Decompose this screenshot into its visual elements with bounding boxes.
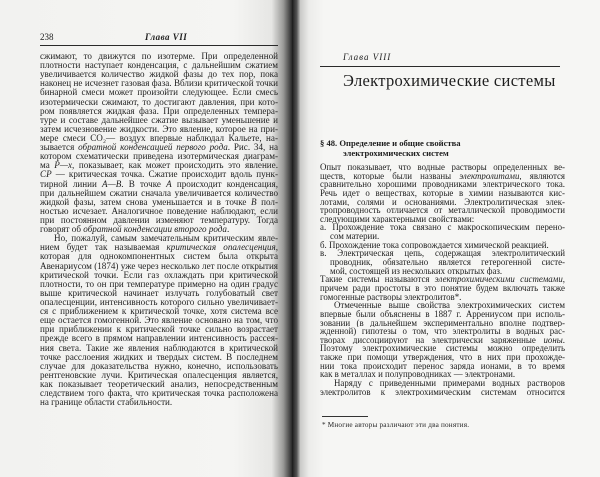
text-segment: сжимают, то движутся по изотерме. При определенной <box>40 52 278 61</box>
text-line <box>320 267 565 276</box>
text-line <box>320 249 565 258</box>
text-segment: причем ради простоты в это понятие будем включать также <box>320 283 565 293</box>
text-segment: Но, пожалуй, самым замечательным критическим явле- <box>54 234 278 244</box>
text-line <box>40 389 278 398</box>
text-segment: Речь идет о веществах, которые в химии называются кис- <box>320 188 565 198</box>
italic-term: P—x <box>54 161 72 171</box>
text-segment: жденной) гипотезы о том, что электролиты в водных рас- <box>320 327 565 336</box>
text-line <box>40 70 278 79</box>
text-segment: . Рис. 34, на <box>227 143 278 153</box>
text-segment: — критическая точка. Сжатие происходит вдоль пунк- <box>51 170 278 180</box>
italic-term: ионы <box>543 335 563 345</box>
text-line <box>40 134 278 143</box>
text-segment: затем исчезновение жидкости. Это явление, которое на при- <box>40 124 278 134</box>
text-line <box>320 215 565 224</box>
text-segment: еще остается гомогенной. Это явление основано на том, что <box>40 316 278 326</box>
text-line <box>40 316 278 325</box>
header-rule <box>40 45 278 46</box>
text-line <box>40 371 278 380</box>
section-heading-line: электрохимических систем <box>343 147 449 158</box>
text-line <box>40 243 278 252</box>
text-line <box>320 319 565 328</box>
text-segment: ся с приближением к критической точке, хотя система все <box>40 307 278 317</box>
text-segment: ром появляется жидкая фаза. При определенных темпера- <box>40 106 278 116</box>
text-segment: . <box>226 225 230 235</box>
footnote-rule <box>322 416 368 417</box>
text-segment: Отмеченные выше свойства электрохимических систем <box>334 301 565 310</box>
section-heading-line: § 48. Определение и общие свойства <box>320 138 461 148</box>
text-line <box>320 198 565 207</box>
text-line <box>320 172 565 181</box>
text-line <box>40 280 278 289</box>
text-line <box>40 116 278 125</box>
text-line <box>320 310 565 319</box>
italic-term: электролитами <box>459 171 520 181</box>
text-segment: а. Прохождение тока связано с макроскопическим перено- <box>320 223 565 233</box>
text-line <box>40 161 278 170</box>
text-segment: при постоянном давлении изменяют температуру. Тогда <box>40 215 278 225</box>
page-number: 238 <box>40 32 54 42</box>
text-segment: как в металлах и полупроводниках — электронами. <box>320 370 516 380</box>
text-line <box>320 180 565 189</box>
text-line <box>40 271 278 280</box>
text-segment: сом материи. <box>330 232 380 241</box>
text-line <box>40 298 278 307</box>
text-segment: при дальнейшем сжатии сначала увеличивается количество <box>40 188 278 198</box>
text-line <box>40 362 278 371</box>
text-line <box>40 325 278 334</box>
text-line <box>40 289 278 298</box>
text-line <box>40 307 278 316</box>
text-segment: Опыт показывает, что водные растворы определенных ве- <box>320 163 565 172</box>
italic-term: критическая опалесценция <box>166 243 276 253</box>
text-segment: говорят об <box>40 225 84 235</box>
text-segment: Поэтому электрохимические системы можно определить <box>320 344 565 354</box>
text-segment: выше критической начинает излучать голубоватый свет <box>40 288 278 298</box>
text-line <box>320 336 565 345</box>
italic-term: обратной конденсацией первого рода <box>78 143 228 153</box>
text-line <box>40 398 278 407</box>
text-segment: , <box>275 243 278 253</box>
text-segment: ма <box>40 161 55 171</box>
text-line <box>40 189 278 198</box>
text-segment: электролитов к электрохимическим системам относится <box>320 387 565 397</box>
text-segment: лотами, солями и основаниями. Электролитическая элек- <box>320 197 565 207</box>
text-segment: , <box>562 275 565 284</box>
text-line <box>320 344 565 353</box>
text-line <box>320 258 565 267</box>
text-segment: изотермически сжимают, то достигают давления, при кото- <box>40 97 278 107</box>
text-line <box>40 180 278 189</box>
text-line <box>40 262 278 271</box>
text-line <box>40 380 278 389</box>
text-segment: котором схематически приведена изотермическая диаграм- <box>40 152 278 162</box>
text-segment: сравнительно хорошими проводниками электрического тока. <box>320 180 565 189</box>
text-line <box>40 207 278 216</box>
italic-term: A <box>166 179 172 189</box>
text-line <box>40 198 278 207</box>
header-rule <box>320 66 560 67</box>
text-line <box>320 370 565 379</box>
text-line <box>40 107 278 116</box>
text-line <box>40 79 278 88</box>
italic-term: B <box>251 197 257 207</box>
text-segment: , являются <box>519 171 565 181</box>
text-segment: рентгеновские лучи. Критическая опалесценция является, <box>40 370 278 380</box>
text-line <box>320 284 565 293</box>
text-segment: нием будет так называемая <box>40 243 167 253</box>
text-segment: плотности наступает конденсация, с дальнейшим сжатием <box>40 61 278 71</box>
text-line <box>40 353 278 362</box>
text-line <box>320 189 565 198</box>
text-segment: как показывает теоретический анализ, непосредственным <box>40 379 278 389</box>
text-segment: наконец не исчезнет газовая фаза. Вблизи критической точки <box>40 79 278 89</box>
text-line <box>40 52 278 61</box>
text-segment: б. Прохождение тока сопровождается химической реакцией. <box>320 240 549 250</box>
text-line <box>40 152 278 161</box>
chapter-title: Электрохимические системы <box>343 71 556 90</box>
text-line <box>320 362 565 371</box>
text-segment: Такие системы называются <box>320 275 435 284</box>
text-segment: ния света. Такие же явления наблюдаются в критической <box>40 343 278 353</box>
text-segment: проводник, обязательно является гетерогенной систе- <box>330 258 565 267</box>
text-line <box>320 353 565 362</box>
text-segment: тропроводность отличается от металлической проводимости <box>320 206 565 215</box>
section-heading <box>320 139 461 158</box>
text-segment: впервые были объяснены в 1887 г. Аррениусом при исполь- <box>320 309 565 319</box>
text-segment: которая для однокомпонентных систем была открыта <box>40 252 278 262</box>
text-segment: на границе области стабильности. <box>40 398 173 408</box>
text-segment: зовании (в дальнейшем экспериментально вполне подтвер- <box>320 318 565 328</box>
text-segment: в. Электрическая цепь, содержащая электролитический <box>320 249 565 259</box>
text-segment: происходит конденсация, <box>171 179 278 189</box>
text-segment: нии тока происходит перенос заряда ионами, в то время <box>320 361 565 371</box>
text-segment: плотности, то он при температуре примерно на один градус <box>40 279 278 289</box>
text-line <box>320 275 565 284</box>
text-line <box>320 388 565 397</box>
text-line <box>320 301 565 310</box>
text-segment: тирной линии <box>40 179 103 189</box>
text-line <box>40 170 278 179</box>
running-head: Глава VII <box>145 32 188 42</box>
text-line <box>40 334 278 343</box>
text-line <box>320 293 565 302</box>
text-segment: мере смеси CO₂— воздух впервые наблюдал Кальете, на- <box>40 133 278 143</box>
text-line <box>320 379 565 388</box>
text-segment: . В точке <box>121 179 167 189</box>
text-line <box>40 225 278 234</box>
text-line <box>320 241 565 250</box>
text-segment: бинарной смеси может произойти следующее. Если смесь <box>40 88 278 98</box>
text-segment: при приближении к критической точке сильно возрастает <box>40 325 278 335</box>
text-segment: гомогенные растворы электролитов*. <box>320 292 462 302</box>
right-page <box>300 0 600 477</box>
text-segment: . <box>562 335 565 345</box>
text-line <box>40 61 278 70</box>
text-segment: следствием того факта, что критическая точка расположена <box>40 389 278 399</box>
text-segment: пол- <box>256 197 278 207</box>
text-segment: творах диссоциируют на электрически заряженные <box>320 335 544 345</box>
text-segment: критической точки. Если газ охлаждать при критической <box>40 270 278 280</box>
text-segment: мой, состоящей из нескольких открытых фаз. <box>330 266 503 276</box>
text-line <box>40 98 278 107</box>
text-segment: случае для доказательства нужно, конечно, использовать <box>40 361 278 371</box>
italic-term: обратной конденсации второго рода <box>83 225 227 235</box>
text-line <box>320 163 565 172</box>
text-segment: , показывает, как может происходить это явление. <box>71 161 278 171</box>
text-segment: опалесценции, интенсивность которого сильно увеличивает- <box>40 297 278 307</box>
text-segment: увеличивается количество жидкой фазы до тех пор, пока <box>40 70 278 80</box>
text-segment: Авенариусом (1874) уже через несколько лет после открытия <box>40 261 278 271</box>
text-segment: следующими характерными свойствами: <box>320 214 475 224</box>
text-line <box>320 223 565 232</box>
book-gutter <box>292 0 300 477</box>
footnote: * Многие авторы различают эти два понятия. <box>322 421 470 429</box>
text-line <box>40 216 278 225</box>
text-segment: прежде всего в прямом направлении интенсивность рассея- <box>40 334 278 344</box>
text-line <box>320 206 565 215</box>
text-line <box>40 143 278 152</box>
text-line <box>40 234 278 243</box>
text-segment: Наряду с приведенными примерами водных растворов <box>334 379 565 388</box>
left-page <box>0 0 292 477</box>
text-line <box>320 327 565 336</box>
body-text <box>40 52 278 407</box>
text-line <box>40 344 278 353</box>
text-segment: ществ, которые были названы <box>320 171 460 181</box>
text-segment: зывается <box>40 143 79 153</box>
text-segment: ностью исчезает. Аналогичное поведение наблюдают, если <box>40 206 278 216</box>
italic-term: A—B <box>102 179 122 189</box>
text-line <box>320 232 565 241</box>
italic-term: электрохимическими системами <box>434 275 563 284</box>
body-text <box>320 163 565 396</box>
text-segment: туре и составе дальнейшее сжатие вызывает уменьшение и <box>40 115 278 125</box>
text-line <box>40 125 278 134</box>
italic-term: CP <box>40 170 52 180</box>
text-segment: точке расслоения жидких и твердых систем. В последнем <box>40 352 278 362</box>
text-line <box>40 88 278 97</box>
text-segment: жидкой фазы, затем снова уменьшается и в точке <box>40 197 252 207</box>
text-segment: также при помощи утверждения, что в них при прохожде- <box>320 353 565 362</box>
text-line <box>40 252 278 261</box>
running-head: Глава VIII <box>343 52 392 62</box>
